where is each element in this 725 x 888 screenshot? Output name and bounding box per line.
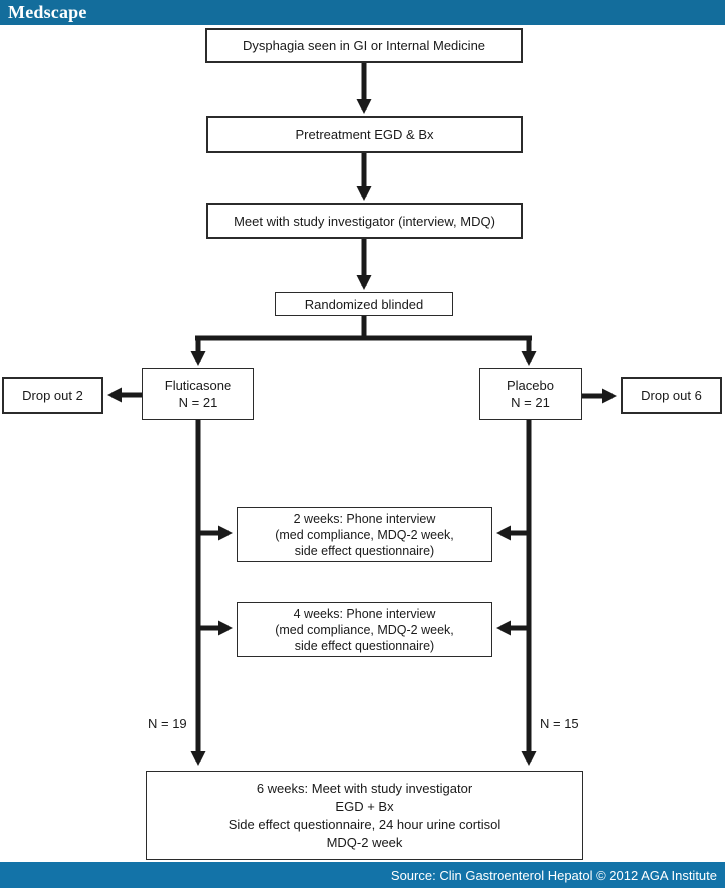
box-dropout-right — [621, 377, 722, 414]
box-dropout-left — [2, 377, 103, 414]
medscape-logo: Medscape — [8, 2, 87, 22]
box-pretreatment — [206, 116, 523, 153]
box-week6-line3: Side effect questionnaire, 24 hour urine cortisol — [228, 816, 501, 832]
box-placebo-line1: Placebo — [507, 378, 554, 393]
box-randomized-text: Randomized blinded — [304, 296, 424, 312]
box-week6-line1: 6 weeks: Meet with study investigator — [256, 780, 473, 796]
box-fluticasone — [142, 368, 254, 420]
box-week4-interview — [237, 602, 492, 657]
split-line-randomized — [195, 316, 532, 338]
source-attribution: Source: Clin Gastroenterol Hepatol © 2012 AGA Institute — [390, 867, 717, 883]
box-placebo — [479, 368, 582, 420]
box-week2-line1: 2 weeks: Phone interview — [293, 511, 436, 526]
box-placebo-line2: N = 21 — [511, 395, 550, 410]
box-dysphagia-text: Dysphagia seen in GI or Internal Medicine — [242, 38, 486, 53]
header-bar — [0, 0, 725, 25]
box-randomized — [275, 292, 453, 316]
box-dropout-left-text: Drop out 2 — [22, 388, 83, 403]
box-dysphagia — [205, 28, 523, 63]
box-week4-line1: 4 weeks: Phone interview — [293, 606, 436, 621]
box-dropout-right-text: Drop out 6 — [641, 388, 702, 403]
box-week6-final — [146, 771, 583, 860]
box-week4-line3: side effect questionnaire) — [294, 638, 435, 653]
n-count-left: N = 19 — [148, 716, 187, 731]
box-fluticasone-line1: Fluticasone — [164, 378, 232, 393]
box-week4-line2: (med compliance, MDQ-2 week, — [275, 622, 454, 637]
box-week2-interview — [237, 507, 492, 562]
box-fluticasone-line2: N = 21 — [178, 395, 218, 410]
box-week2-line3: side effect questionnaire) — [294, 543, 435, 558]
box-week2-line2: (med compliance, MDQ-2 week, — [275, 527, 454, 542]
box-investigator — [206, 203, 523, 239]
box-pretreatment-text: Pretreatment EGD & Bx — [295, 127, 434, 142]
footer-bar — [0, 862, 725, 888]
box-week6-line4: MDQ-2 week — [326, 834, 403, 850]
n-count-right: N = 15 — [540, 716, 579, 731]
box-week6-line2: EGD + Bx — [335, 798, 394, 814]
box-investigator-text: Meet with study investigator (interview, MDQ) — [234, 213, 495, 229]
